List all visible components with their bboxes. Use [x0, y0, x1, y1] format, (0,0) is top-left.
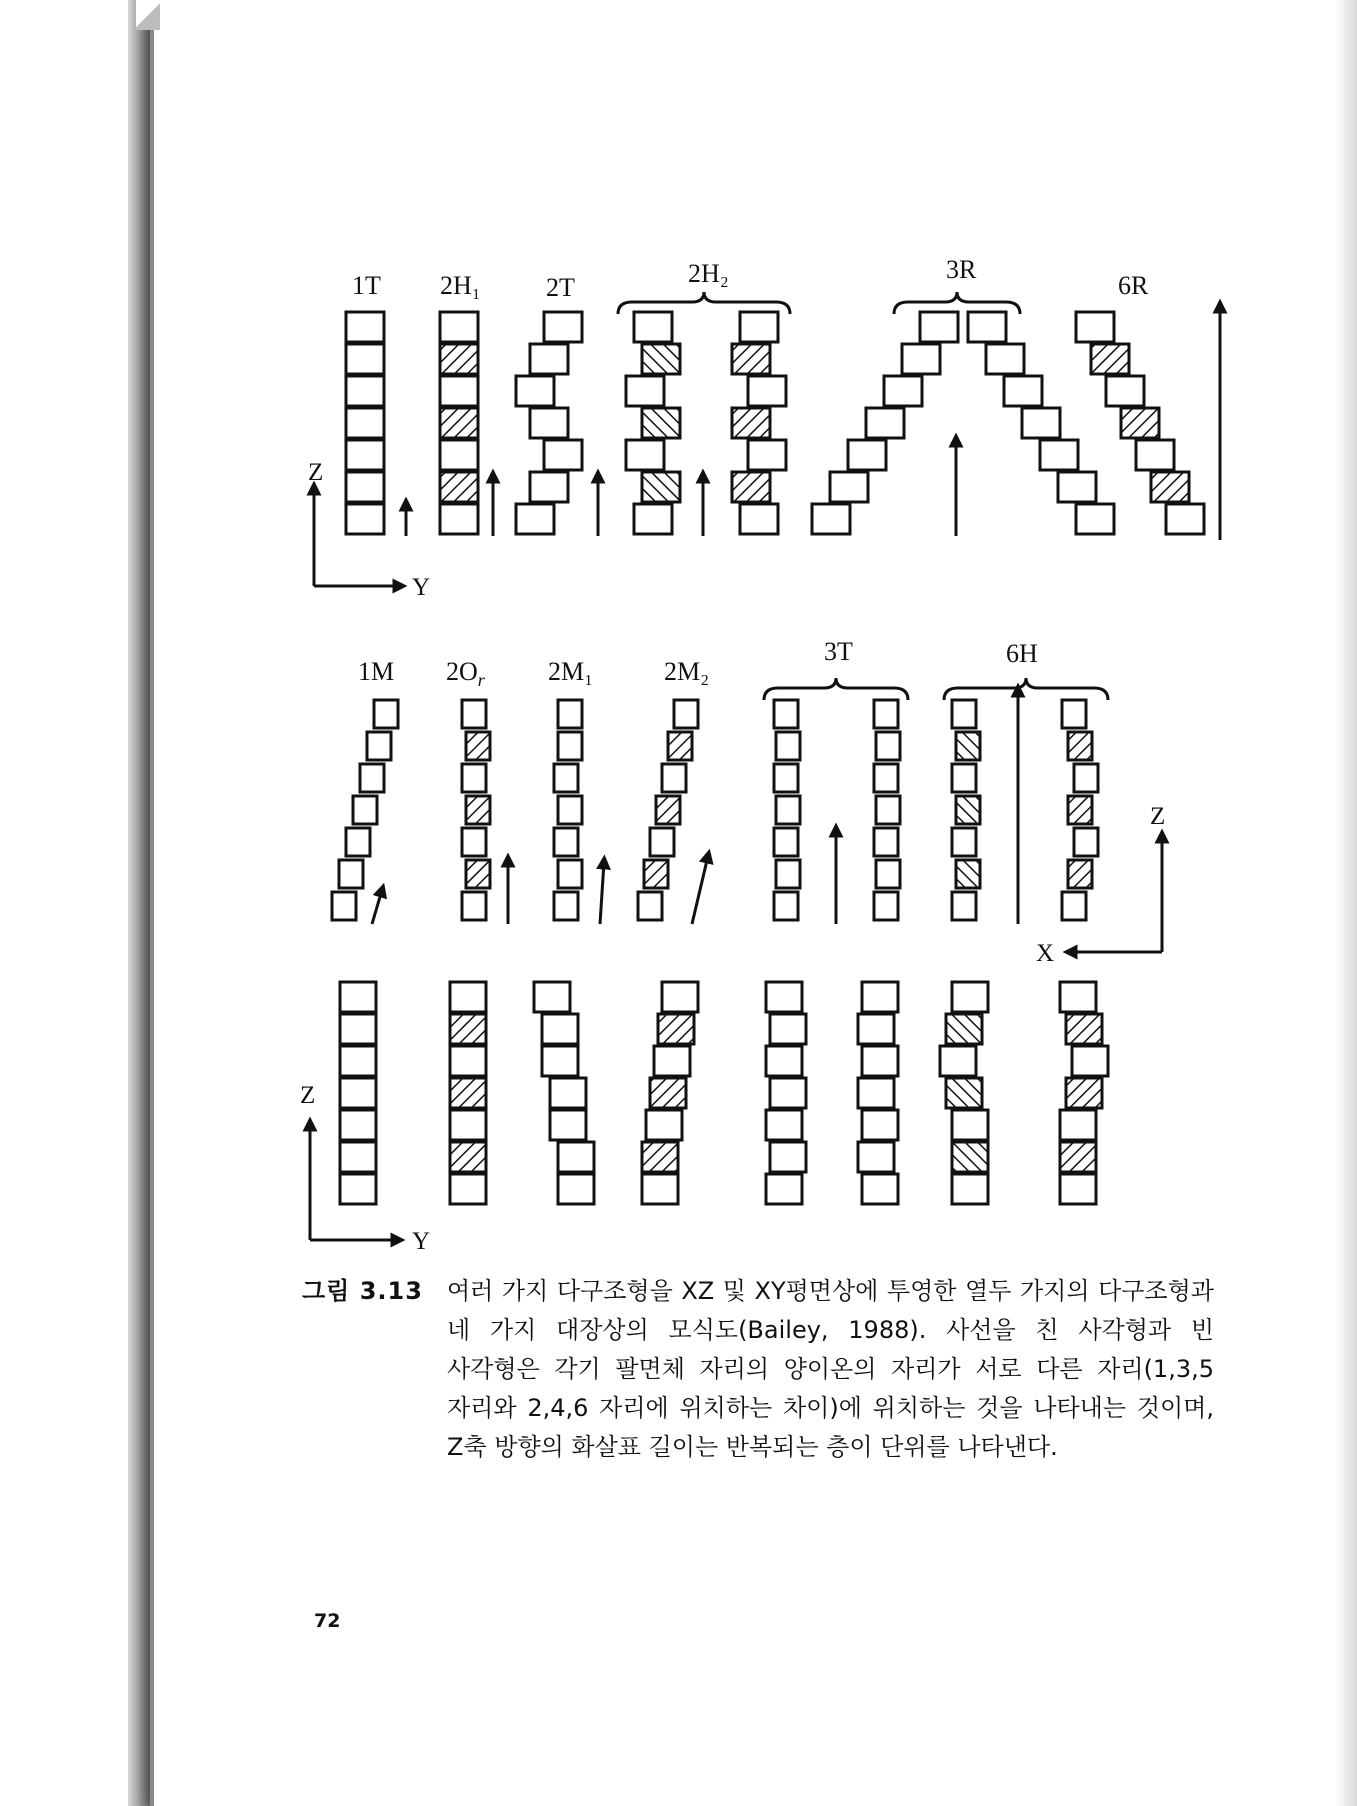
- empty-layer-box: [858, 1078, 894, 1108]
- hatched-layer-box: [644, 860, 668, 888]
- empty-layer-box: [848, 440, 886, 470]
- label-2Or-main: 2O: [446, 657, 478, 686]
- empty-layer-box: [544, 440, 582, 470]
- hatched-layer-box: [956, 796, 980, 824]
- hatched-layer-box: [466, 860, 490, 888]
- stack-2Or-lower: [450, 982, 486, 1204]
- empty-layer-box: [920, 312, 958, 342]
- label-1M: 1M: [358, 657, 395, 686]
- empty-layer-box: [774, 828, 798, 856]
- empty-layer-box: [1062, 892, 1086, 920]
- stack-2T: [516, 312, 582, 534]
- empty-layer-box: [766, 1174, 802, 1204]
- empty-layer-box: [516, 376, 554, 406]
- stack-6H-left: [952, 700, 980, 920]
- hatched-layer-box: [1091, 344, 1129, 374]
- label-2H1: 2H₁: [440, 271, 481, 300]
- empty-layer-box: [339, 860, 363, 888]
- empty-layer-box: [440, 440, 478, 470]
- arrow-2M2: [692, 856, 708, 924]
- empty-layer-box: [462, 700, 486, 728]
- hatched-layer-box: [642, 1142, 678, 1172]
- empty-layer-box: [766, 1110, 802, 1140]
- empty-layer-box: [874, 892, 898, 920]
- empty-layer-box: [542, 1014, 578, 1044]
- empty-layer-box: [638, 892, 662, 920]
- hatched-layer-box: [1151, 472, 1189, 502]
- stack-6H-right: [1062, 700, 1098, 920]
- empty-layer-box: [776, 732, 800, 760]
- empty-layer-box: [740, 312, 778, 342]
- empty-layer-box: [902, 344, 940, 374]
- empty-layer-box: [440, 376, 478, 406]
- hatched-layer-box: [656, 796, 680, 824]
- label-2T: 2T: [546, 273, 575, 302]
- empty-layer-box: [858, 1014, 894, 1044]
- arrow-1M: [372, 890, 382, 924]
- axis-label-z-top: Z: [308, 459, 324, 486]
- empty-layer-box: [884, 376, 922, 406]
- empty-layer-box: [550, 1110, 586, 1140]
- empty-layer-box: [346, 472, 384, 502]
- empty-layer-box: [558, 732, 582, 760]
- empty-layer-box: [346, 312, 384, 342]
- hatched-layer-box: [466, 796, 490, 824]
- empty-layer-box: [346, 504, 384, 534]
- empty-layer-box: [340, 1174, 376, 1204]
- brace-6H: [944, 678, 1108, 700]
- empty-layer-box: [340, 1014, 376, 1044]
- empty-layer-box: [440, 504, 478, 534]
- empty-layer-box: [346, 344, 384, 374]
- label-2H2: 2H₂: [688, 259, 729, 288]
- axis-label-y-top: Y: [412, 574, 431, 601]
- empty-layer-box: [346, 828, 370, 856]
- stack-6H-lower-left: [940, 982, 988, 1204]
- stack-1M-lower: [340, 982, 376, 1204]
- empty-layer-box: [642, 1174, 678, 1204]
- empty-layer-box: [626, 376, 664, 406]
- empty-layer-box: [1076, 504, 1114, 534]
- empty-layer-box: [748, 376, 786, 406]
- empty-layer-box: [626, 440, 664, 470]
- stack-2Or: [462, 700, 490, 920]
- empty-layer-box: [542, 1046, 578, 1076]
- stack-3T-lower-right: [858, 982, 898, 1204]
- empty-layer-box: [340, 982, 376, 1012]
- empty-layer-box: [766, 1046, 802, 1076]
- stack-3T-right: [874, 700, 900, 920]
- empty-layer-box: [462, 828, 486, 856]
- empty-layer-box: [986, 344, 1024, 374]
- empty-layer-box: [516, 504, 554, 534]
- empty-layer-box: [968, 312, 1006, 342]
- label-3T: 3T: [824, 637, 853, 666]
- empty-layer-box: [1136, 440, 1174, 470]
- empty-layer-box: [766, 982, 802, 1012]
- stack-2H2-left: [626, 312, 680, 534]
- empty-layer-box: [952, 892, 976, 920]
- stack-1T: [346, 312, 384, 534]
- empty-layer-box: [1060, 1174, 1096, 1204]
- empty-layer-box: [774, 700, 798, 728]
- empty-layer-box: [346, 408, 384, 438]
- hatched-layer-box: [732, 344, 770, 374]
- axis-label-z-bottom: Z: [300, 1082, 316, 1109]
- label-6R: 6R: [1118, 271, 1149, 300]
- stack-2M2: [638, 700, 698, 920]
- empty-layer-box: [558, 1174, 594, 1204]
- empty-layer-box: [770, 1078, 806, 1108]
- empty-layer-box: [353, 796, 377, 824]
- empty-layer-box: [952, 1110, 988, 1140]
- empty-layer-box: [554, 764, 578, 792]
- empty-layer-box: [770, 1014, 806, 1044]
- empty-layer-box: [450, 1046, 486, 1076]
- label-2Or-subscript: r: [477, 670, 485, 690]
- stack-2M1: [554, 700, 582, 920]
- empty-layer-box: [340, 1046, 376, 1076]
- empty-layer-box: [340, 1078, 376, 1108]
- empty-layer-box: [554, 892, 578, 920]
- label-3R: 3R: [946, 255, 977, 284]
- page-number: 72: [314, 1610, 341, 1632]
- empty-layer-box: [530, 408, 568, 438]
- stack-3R-left: [812, 312, 958, 534]
- empty-layer-box: [952, 982, 988, 1012]
- hatched-layer-box: [946, 1078, 982, 1108]
- axis-label-z-right: Z: [1150, 803, 1166, 830]
- hatched-layer-box: [668, 732, 692, 760]
- empty-layer-box: [1076, 312, 1114, 342]
- empty-layer-box: [1166, 504, 1204, 534]
- hatched-layer-box: [642, 408, 680, 438]
- empty-layer-box: [346, 376, 384, 406]
- empty-layer-box: [654, 1046, 690, 1076]
- empty-layer-box: [866, 408, 904, 438]
- empty-layer-box: [1004, 376, 1042, 406]
- empty-layer-box: [1040, 440, 1078, 470]
- stack-3T-lower-left: [766, 982, 806, 1204]
- hatched-layer-box: [658, 1014, 694, 1044]
- empty-layer-box: [876, 796, 900, 824]
- empty-layer-box: [450, 1110, 486, 1140]
- hatched-layer-box: [450, 1142, 486, 1172]
- empty-layer-box: [740, 504, 778, 534]
- empty-layer-box: [748, 440, 786, 470]
- empty-layer-box: [340, 1110, 376, 1140]
- hatched-layer-box: [650, 1078, 686, 1108]
- empty-layer-box: [558, 700, 582, 728]
- empty-layer-box: [1074, 828, 1098, 856]
- hatched-layer-box: [1066, 1078, 1102, 1108]
- label-6H: 6H: [1006, 639, 1038, 668]
- axis-label-x-right: X: [1036, 940, 1055, 967]
- stack-diagrams: [332, 312, 1204, 1204]
- empty-layer-box: [952, 764, 976, 792]
- empty-layer-box: [662, 982, 698, 1012]
- empty-layer-box: [554, 828, 578, 856]
- empty-layer-box: [332, 892, 356, 920]
- hatched-layer-box: [440, 472, 478, 502]
- empty-layer-box: [462, 892, 486, 920]
- empty-layer-box: [367, 732, 391, 760]
- hatched-layer-box: [450, 1078, 486, 1108]
- hatched-layer-box: [732, 408, 770, 438]
- empty-layer-box: [1074, 764, 1098, 792]
- empty-layer-box: [774, 764, 798, 792]
- empty-layer-box: [862, 982, 898, 1012]
- empty-layer-box: [346, 440, 384, 470]
- empty-layer-box: [952, 828, 976, 856]
- empty-layer-box: [544, 312, 582, 342]
- empty-layer-box: [462, 764, 486, 792]
- empty-layer-box: [858, 1142, 894, 1172]
- hatched-layer-box: [946, 1014, 982, 1044]
- empty-layer-box: [550, 1078, 586, 1108]
- empty-layer-box: [1058, 472, 1096, 502]
- empty-layer-box: [650, 828, 674, 856]
- empty-layer-box: [874, 700, 898, 728]
- empty-layer-box: [450, 1174, 486, 1204]
- hatched-layer-box: [466, 732, 490, 760]
- empty-layer-box: [634, 312, 672, 342]
- empty-layer-box: [530, 344, 568, 374]
- empty-layer-box: [862, 1110, 898, 1140]
- empty-layer-box: [674, 700, 698, 728]
- hatched-layer-box: [1068, 860, 1092, 888]
- empty-layer-box: [862, 1174, 898, 1204]
- figure-caption: [302, 1272, 1214, 1467]
- empty-layer-box: [776, 796, 800, 824]
- label-2M2: 2M₂: [664, 657, 710, 686]
- empty-layer-box: [940, 1046, 976, 1076]
- empty-layer-box: [862, 1046, 898, 1076]
- empty-layer-box: [952, 700, 976, 728]
- empty-layer-box: [1062, 700, 1086, 728]
- hatched-layer-box: [440, 408, 478, 438]
- empty-layer-box: [360, 764, 384, 792]
- brace-3T: [764, 678, 908, 700]
- empty-layer-box: [646, 1110, 682, 1140]
- stack-1M: [332, 700, 398, 920]
- empty-layer-box: [952, 1174, 988, 1204]
- arrow-2M1: [600, 862, 604, 924]
- empty-layer-box: [1060, 1110, 1096, 1140]
- hatched-layer-box: [1060, 1142, 1096, 1172]
- empty-layer-box: [1072, 1046, 1108, 1076]
- empty-layer-box: [876, 860, 900, 888]
- empty-layer-box: [440, 312, 478, 342]
- hatched-layer-box: [1121, 408, 1159, 438]
- empty-layer-box: [450, 982, 486, 1012]
- empty-layer-box: [662, 764, 686, 792]
- empty-layer-box: [530, 472, 568, 502]
- caption-text: 여러 가지 다구조형을 XZ 및 XY평면상에 투영한 열두 가지의 다구조형과 네 가지 대장상의 모식도(Bailey, 1988). 사선을 친 사각형과 빈 사각형은 각기 팔면체 자리의 양이온의 자리가 서로 다른 자리(1,3,5 자리와 2,4,6 자리에 위치하는 차이)에 위치하는 것을 나타내는 것이며, Z축 방향의 화살표 길이는 반복되는 층이 단위를 나타낸다.: [447, 1277, 1214, 1461]
- empty-layer-box: [774, 892, 798, 920]
- stack-2H1: [440, 312, 478, 534]
- empty-layer-box: [340, 1142, 376, 1172]
- hatched-layer-box: [642, 472, 680, 502]
- empty-layer-box: [634, 504, 672, 534]
- hatched-layer-box: [642, 344, 680, 374]
- empty-layer-box: [558, 860, 582, 888]
- empty-layer-box: [830, 472, 868, 502]
- caption-label: 그림 3.13: [302, 1277, 423, 1305]
- empty-layer-box: [1022, 408, 1060, 438]
- stack-2M1-lower: [534, 982, 594, 1204]
- empty-layer-box: [874, 764, 898, 792]
- empty-layer-box: [876, 732, 900, 760]
- hatched-layer-box: [952, 1142, 988, 1172]
- hatched-layer-box: [956, 732, 980, 760]
- stack-6H-lower-right: [1060, 982, 1108, 1204]
- hatched-layer-box: [732, 472, 770, 502]
- hatched-layer-box: [450, 1014, 486, 1044]
- axis-triad-xz: [1036, 803, 1165, 967]
- stack-3T-left: [774, 700, 800, 920]
- hatched-layer-box: [1066, 1014, 1102, 1044]
- empty-layer-box: [770, 1142, 806, 1172]
- empty-layer-box: [374, 700, 398, 728]
- hatched-layer-box: [440, 344, 478, 374]
- empty-layer-box: [1060, 982, 1096, 1012]
- hatched-layer-box: [1068, 796, 1092, 824]
- axis-label-y-bottom: Y: [412, 1228, 431, 1255]
- empty-layer-box: [874, 828, 898, 856]
- stack-2H2-right: [732, 312, 786, 534]
- label-2M1: 2M₁: [548, 657, 594, 686]
- label-1T: 1T: [352, 271, 381, 300]
- hatched-layer-box: [956, 860, 980, 888]
- empty-layer-box: [812, 504, 850, 534]
- empty-layer-box: [558, 1142, 594, 1172]
- empty-layer-box: [558, 796, 582, 824]
- empty-layer-box: [1106, 376, 1144, 406]
- empty-layer-box: [776, 860, 800, 888]
- stack-2M2-lower: [642, 982, 698, 1204]
- empty-layer-box: [534, 982, 570, 1012]
- hatched-layer-box: [1068, 732, 1092, 760]
- label-2Or: [446, 657, 486, 690]
